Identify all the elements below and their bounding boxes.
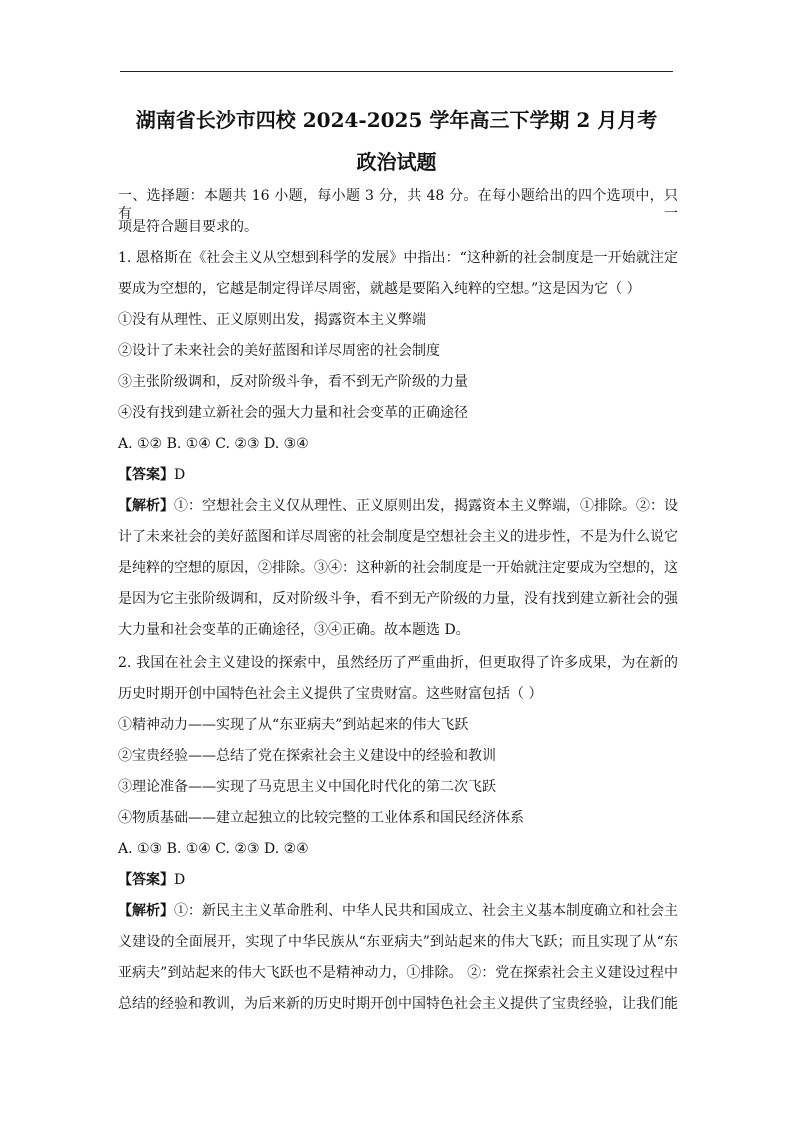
q1-stem-line-2: 要成为空想的，它越是制定得详尽周密，就越是要陷入纯粹的空想。”这是因为它（ ） bbox=[118, 281, 641, 297]
q1-analysis-line-3: 是纯粹的空想的原因，②排除。③④：这种新的社会制度是一开始就注定要成为空想的，这 bbox=[118, 560, 678, 576]
q2-analysis-line-2: 义建设的全面展开，实现了中华民族从“东亚病夫”到站起来的伟大飞跃；而且实现了从“东 bbox=[118, 934, 678, 950]
document-subtitle: 政治试题 bbox=[356, 150, 437, 174]
q2-option-2: ②宝贵经验——总结了党在探索社会主义建设中的经验和教训 bbox=[118, 748, 496, 764]
q1-analysis-line-4: 是因为它主张阶级调和，反对阶级斗争，看不到无产阶级的力量，没有找到建立新社会的强 bbox=[118, 591, 678, 607]
q1-answer bbox=[118, 466, 678, 484]
q1-answer-value: D bbox=[174, 467, 186, 483]
section-intro-line-2: 项是符合题目要求的。 bbox=[118, 219, 258, 235]
q1-stem-line-1: 1. 恩格斯在《社会主义从空想到科学的发展》中指出：“这种新的社会制度是一开始就注定 bbox=[118, 250, 678, 266]
q1-choices: A. ①② B. ①④ C. ②③ D. ③④ bbox=[118, 436, 309, 452]
q2-analysis-line-4: 总结的经验和教训，为后来新的历史时期开创中国特色社会主义提供了宝贵经验，让我们能 bbox=[118, 996, 678, 1012]
q2-choices: A. ①③ B. ①④ C. ②③ D. ②④ bbox=[118, 841, 309, 857]
q2-option-1: ①精神动力——实现了从“东亚病夫”到站起来的伟大飞跃 bbox=[118, 717, 469, 733]
q2-stem-line-2: 历史时期开创中国特色社会主义提供了宝贵财富。这些财富包括（ ） bbox=[118, 686, 543, 702]
q2-option-4: ④物质基础——建立起独立的比较完整的工业体系和国民经济体系 bbox=[118, 810, 524, 826]
q2-analysis-text-1: ①：新民主主义革命胜利、中华人民共和国成立、社会主义基本制度确立和社会主 bbox=[174, 903, 678, 919]
q1-analysis-text-1: ①：空想社会主义仅从理性、正义原则出发，揭露资本主义弊端，①排除。②：设 bbox=[174, 498, 678, 514]
q2-answer bbox=[118, 871, 678, 889]
q2-stem-line-1: 2. 我国在社会主义建设的探索中，虽然经历了严重曲折，但更取得了许多成果，为在新的 bbox=[118, 655, 678, 671]
q1-analysis-line-1 bbox=[118, 497, 678, 515]
q2-analysis-label: 【解析】 bbox=[118, 903, 174, 919]
q1-option-2: ②设计了未来社会的美好蓝图和详尽周密的社会制度 bbox=[118, 343, 440, 359]
q2-option-3: ③理论准备——实现了马克思主义中国化时代化的第二次飞跃 bbox=[118, 779, 496, 795]
q1-option-4: ④没有找到建立新社会的强大力量和社会变革的正确途径 bbox=[118, 405, 468, 421]
q1-option-3: ③主张阶级调和，反对阶级斗争，看不到无产阶级的力量 bbox=[118, 374, 468, 390]
q1-analysis-line-2: 计了未来社会的美好蓝图和详尽周密的社会制度是空想社会主义的进步性，不是为什么说它 bbox=[118, 529, 678, 545]
document-title: 湖南省长沙市四校 2024-2025 学年高三下学期 2 月月考 bbox=[135, 108, 658, 132]
q1-analysis-line-5: 大力量和社会变革的正确途径，③④正确。故本题选 D。 bbox=[118, 622, 470, 638]
q2-answer-label: 【答案】 bbox=[118, 872, 174, 888]
header-rule bbox=[120, 71, 673, 72]
q2-analysis-line-3: 亚病夫”到站起来的伟大飞跃也不是精神动力，①排除。 ②：党在探索社会主义建设过程中 bbox=[118, 965, 678, 981]
q1-answer-label: 【答案】 bbox=[118, 467, 174, 483]
q2-analysis-line-1 bbox=[118, 902, 678, 920]
q2-answer-value: D bbox=[174, 872, 186, 888]
section-intro-line-1: 一、选择题：本题共 16 小题，每小题 3 分，共 48 分。在每小题给出的四个选项中，只有一 bbox=[118, 188, 678, 222]
q1-option-1: ①没有从理性、正义原则出发，揭露资本主义弊端 bbox=[118, 312, 426, 328]
q1-analysis-label: 【解析】 bbox=[118, 498, 174, 514]
